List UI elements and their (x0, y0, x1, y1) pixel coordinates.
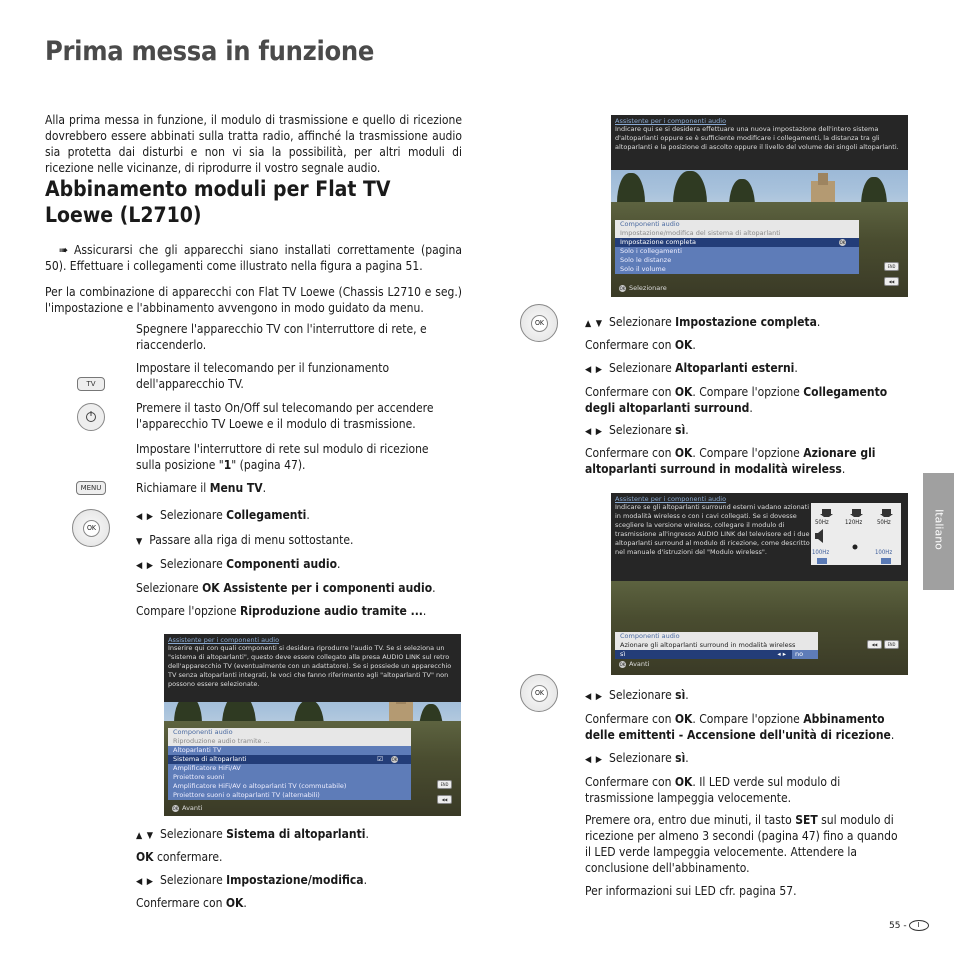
step-press-set: Premere ora, entro due minuti, il tasto SET sul modulo di ricezione per almeno 3 secondi (pagina 47) fino a quando il LED verde lampeggia velocemente. Attendere la conclusione dell'abbinamento. (585, 813, 898, 875)
check-icon: ☑ (377, 755, 383, 763)
ok-icon: OK (619, 285, 626, 291)
back-button-icon: ◀◀ (884, 277, 899, 286)
tv-screen-wireless-surround (611, 493, 908, 675)
left-right-arrows-icon: ◂ ▸ (777, 650, 786, 658)
intro-paragraph: Alla prima messa in funzione, il modulo di trasmissione e quello di ricezione dovrebbero essere abbinati sulla tratta radio, affinché la trasmissione audio sia protetta dai disturbi e non vi sia la possibilità, per altri moduli di ricezione nelle vicinanze, di riprodurre il vostro segnale audio. (45, 113, 462, 175)
page-number: 55 - I (889, 920, 929, 931)
audio-components-menu (168, 728, 411, 800)
step-pairing: Confermare con OK. Compare l'opzione Abbinamento delle emittenti - Accensione dell'unità di ricezione. (585, 712, 895, 742)
menu-item[interactable]: Solo le distanze (615, 256, 859, 265)
tv-screen-audio-components (164, 634, 461, 816)
tv-screen-speaker-setup (611, 115, 908, 297)
menu-item[interactable]: Solo il volume (615, 265, 859, 274)
left-right-arrows-icon: ◀ ▶ (136, 877, 155, 887)
freq-label: 100Hz (875, 549, 893, 556)
menu-item-selected[interactable]: Sistema di altoparlanti ☑ OK (168, 755, 411, 764)
up-down-arrows-icon: ▲ ▼ (585, 319, 604, 329)
step-select-completa: ▲ ▼ Selezionare Impostazione completa. (585, 314, 820, 332)
note-paragraph (45, 242, 462, 274)
speaker-setup-menu (615, 220, 859, 274)
menu-item-selected[interactable]: Impostazione completa OK (615, 238, 859, 247)
left-right-arrows-icon: ◀ ▶ (585, 755, 604, 765)
menu-subtitle: Azionare gli altoparlanti surround in modalità wireless (615, 641, 818, 650)
step-power-on: Premere il tasto On/Off sul telecomando per accendere l'apparecchio TV Loewe e il modulo di trasmissione. (136, 401, 434, 431)
wireless-surround-menu (615, 632, 818, 659)
ok-icon: OK (172, 805, 179, 811)
step-select-assistente: Selezionare OK Assistente per i componenti audio. (136, 581, 436, 595)
up-down-arrows-icon: ▲ ▼ (136, 831, 155, 841)
menu-subtitle: Riproduzione audio tramite ... (168, 737, 411, 746)
step-confirm-ok: Confermare con OK. (585, 338, 696, 352)
speaker-layout-diagram (811, 503, 901, 565)
step-power-cycle: Spegnere l'apparecchio TV con l'interruttore di rete, e riaccenderlo. (136, 322, 427, 352)
left-right-arrows-icon: ◀ ▶ (136, 561, 155, 571)
menu-item[interactable]: Amplificatore HiFi/AV o altoparlanti TV (commutabile) (168, 782, 411, 791)
step-surround-connection: Confermare con OK. Compare l'opzione Collegamento degli altoparlanti surround. (585, 385, 888, 415)
menu-item[interactable]: Solo i collegamenti (615, 247, 859, 256)
ok-icon: OK (619, 661, 626, 667)
screen-footer: OK Avanti (172, 804, 203, 812)
down-arrow-icon: ▼ (136, 537, 144, 547)
tv-button-icon: TV (77, 377, 105, 391)
ok-icon: OK (391, 757, 398, 762)
step-remote-mode: Impostare il telecomando per il funzionamento dell'apparecchio TV. (136, 361, 390, 391)
step-led-info: Per informazioni sui LED cfr. pagina 57. (585, 884, 797, 898)
dpad-ok-icon: OK (520, 674, 558, 712)
screen-header: Assistente per i componenti audio (615, 117, 727, 125)
back-button-icon: ◀◀ (867, 640, 882, 649)
info-button-icon: END (884, 262, 899, 271)
menu-title: Componenti audio (615, 220, 859, 229)
menu-title: Componenti audio (168, 728, 411, 737)
screen-header: Assistente per i componenti audio (168, 636, 280, 644)
screen-footer: OK Avanti (619, 660, 650, 668)
step-select-si: ◀ ▶ Selezionare sì. (585, 687, 689, 705)
menu-option-row[interactable] (615, 650, 818, 659)
step-select-sistema: ▲ ▼ Selezionare Sistema di altoparlanti. (136, 826, 369, 844)
step-riproduzione: Compare l'opzione Riproduzione audio tramite .... (136, 604, 427, 618)
note-text: Assicurarsi che gli apparecchi siano installati correttamente (pagina 50). Effettuare i collegamenti come illustrato nella figura a pagina 51. (45, 243, 462, 273)
dpad-ok-icon: OK (520, 304, 558, 342)
power-button-icon (77, 403, 105, 431)
step-wireless-mode: Confermare con OK. Compare l'opzione Azionare gli altoparlanti surround in modalità wireless. (585, 446, 876, 476)
combo-paragraph: Per la combinazione di apparecchi con Flat TV Loewe (Chassis L2710 e seg.) l'impostazione e l'abbinamento avvengono in modo guidato da menu. (45, 285, 462, 315)
option-no[interactable]: no (792, 650, 818, 659)
left-right-arrows-icon: ◀ ▶ (585, 365, 604, 375)
step-select-impostazione: ◀ ▶ Selezionare Impostazione/modifica. (136, 872, 367, 890)
ok-icon: OK (839, 240, 846, 245)
left-right-arrows-icon: ◀ ▶ (136, 512, 155, 522)
info-button-icon: END (437, 780, 452, 789)
menu-item[interactable]: Altoparlanti TV (168, 746, 411, 755)
note-arrow-icon: ➠ (59, 243, 69, 257)
step-confirm-ok: Confermare con OK. (136, 896, 247, 910)
language-i-icon: I (909, 920, 929, 931)
screen-footer: OK Selezionare (619, 284, 667, 292)
step-select-si: ◀ ▶ Selezionare sì. (585, 422, 689, 440)
left-right-arrows-icon: ◀ ▶ (585, 692, 604, 702)
left-right-arrows-icon: ◀ ▶ (585, 427, 604, 437)
freq-label: 50Hz (815, 519, 829, 526)
freq-label: 100Hz (812, 549, 830, 556)
step-select-si: ◀ ▶ Selezionare sì. (585, 750, 689, 768)
step-next-row: ▼ Passare alla riga di menu sottostante. (136, 532, 353, 550)
screen-description: Indicare qui se si desidera effettuare una nuova impostazione dell'intero sistema d'altoparlanti oppure se è sufficiente modificare i collegamenti, la distanza tra gli altoparlanti e la posizione di ascolto oppure il livello del volume dei singoli altoparlanti. (615, 125, 899, 151)
menu-item[interactable]: Amplificatore HiFi/AV (168, 764, 411, 773)
section-title: Abbinamento moduli per Flat TV Loewe (L2710) (45, 177, 391, 227)
screen-header: Assistente per i componenti audio (615, 495, 727, 503)
step-ok-confirm: OK confermare. (136, 850, 223, 864)
menu-title: Componenti audio (615, 632, 818, 641)
step-select-collegamenti: ◀ ▶ Selezionare Collegamenti. (136, 507, 310, 525)
freq-label: 120Hz (845, 519, 863, 526)
menu-button-icon: MENU (76, 481, 106, 495)
info-button-icon: END (884, 640, 899, 649)
menu-item[interactable]: Proiettore suoni (168, 773, 411, 782)
menu-item[interactable]: Proiettore suoni o altoparlanti TV (alternabili) (168, 791, 411, 800)
back-button-icon: ◀◀ (437, 795, 452, 804)
screen-description: Inserire qui con quali componenti si desidera riprodurre l'audio TV. Se si seleziona un "sistema di altoparlanti", questo deve essere collegato alla presa AUDIO LINK sul retro dell'apparecchio TV (eventualmente con un adattatore). Se si possiede un apparecchio TV senza altoparlanti integrati, le voci che fanno riferimento agli "altoparlanti TV" non possono essere selezionate. (168, 644, 452, 688)
step-led-blink: Confermare con OK. Il LED verde sul modulo di trasmissione lampeggia velocemente. (585, 775, 841, 805)
step-select-componenti: ◀ ▶ Selezionare Componenti audio. (136, 556, 340, 574)
page-title: Prima messa in funzione (45, 36, 375, 67)
dpad-ok-icon: OK (72, 509, 110, 547)
step-select-esterni: ◀ ▶ Selezionare Altoparlanti esterni. (585, 360, 798, 378)
option-yes[interactable]: sì ◂ ▸ (615, 650, 792, 659)
freq-label: 50Hz (877, 519, 891, 526)
language-tab: Italiano (923, 473, 954, 590)
step-receiver-switch: Impostare l'interruttore di rete sul modulo di ricezione sulla posizione "1" (pagina 47). (136, 442, 429, 472)
screen-description: Indicare se gli altoparlanti surround esterni vadano azionati in modalità wireless o con i cavi collegati. Se si dovesse scegliere la versione wireless, collegare il modulo di trasmissione all'ingresso AUDIO LINK del televisore ed i due altoparlanti surround al modulo di ricezione, come descritto nel manuale d'istruzioni del "Modulo wireless". (615, 503, 810, 556)
step-menu-tv: Richiamare il Menu TV. (136, 481, 267, 495)
menu-subtitle: Impostazione/modifica del sistema di altoparlanti (615, 229, 859, 238)
